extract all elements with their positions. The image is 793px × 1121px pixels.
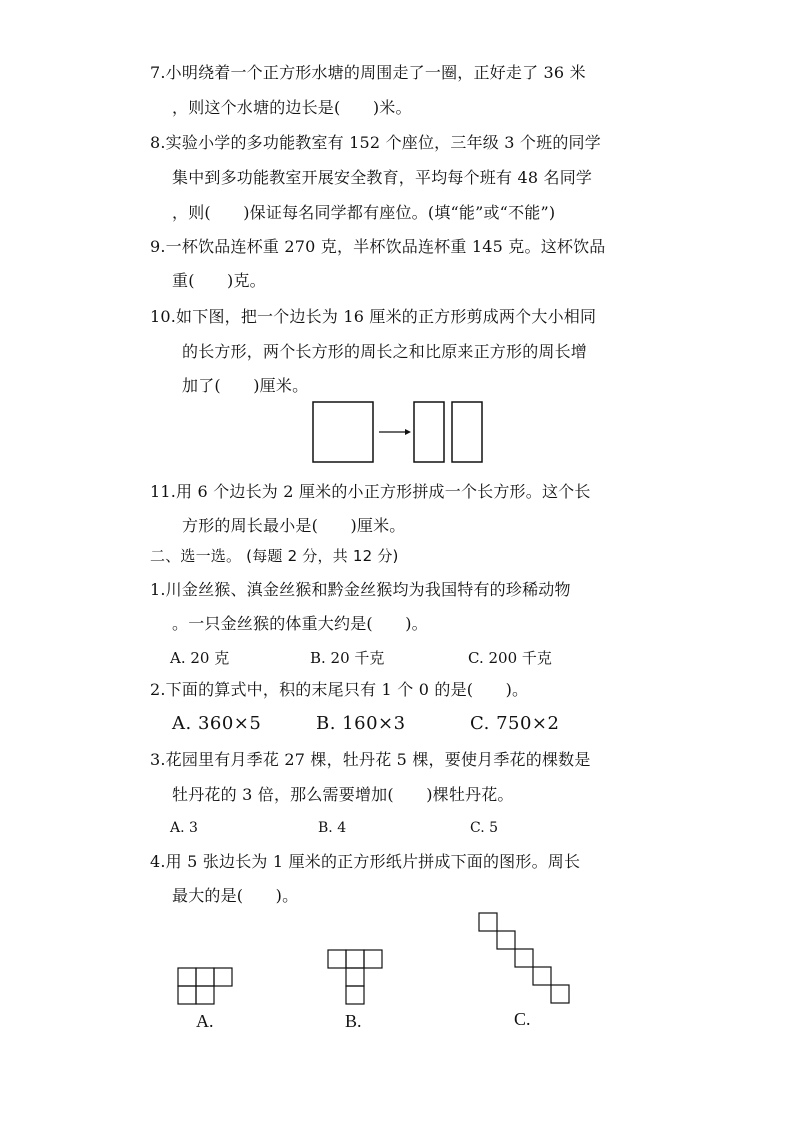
q8-line1: 8.实验小学的多功能教室有 152 个座位，三年级 3 个班的同学 xyxy=(150,133,601,152)
q11-line1: 11.用 6 个边长为 2 厘米的小正方形拼成一个长方形。这个长 xyxy=(150,482,591,501)
s2-q1-line2: 。一只金丝猴的体重大约是( )。 xyxy=(172,614,428,633)
figure-a-square xyxy=(214,968,232,986)
s2-q3-line2: 牡丹花的 3 倍，那么需要增加( )棵牡丹花。 xyxy=(172,785,514,804)
figure-c-square xyxy=(497,931,515,949)
figure-b xyxy=(328,950,382,1004)
figure-a-square xyxy=(178,968,196,986)
q10-square xyxy=(313,402,373,462)
figure-c-square xyxy=(479,913,497,931)
figure-c-square xyxy=(515,949,533,967)
figure-a xyxy=(178,968,232,1004)
s2-q3-option-a: A. 3 xyxy=(170,820,198,836)
s2-q2-line1: 2.下面的算式中，积的末尾只有 1 个 0 的是( )。 xyxy=(150,680,529,699)
q8-line2: 集中到多功能教室开展安全教育，平均每个班有 48 名同学 xyxy=(172,168,593,187)
figure-b-square xyxy=(364,950,382,968)
figure-c-label: C. xyxy=(514,1009,531,1029)
q10-arrow-head xyxy=(405,429,411,435)
s2-q4-line1: 4.用 5 张边长为 1 厘米的正方形纸片拼成下面的图形。周长 xyxy=(150,852,581,871)
figure-a-label: A. xyxy=(196,1011,214,1031)
q8-line3: ，则( )保证每名同学都有座位。(填“能”或“不能”) xyxy=(172,203,556,222)
q7-line2: ，则这个水塘的边长是( )米。 xyxy=(172,98,412,117)
s2-q3-line1: 3.花园里有月季花 27 棵，牡丹花 5 棵，要使月季花的棵数是 xyxy=(150,750,591,769)
s2-q1-option-c: C. 200 千克 xyxy=(468,649,552,667)
figure-b-square xyxy=(328,950,346,968)
q7-line1: 7.小明绕着一个正方形水塘的周围走了一圈，正好走了 36 米 xyxy=(150,63,586,82)
figure-b-label: B. xyxy=(345,1011,362,1031)
figure-a-square xyxy=(178,986,196,1004)
q10-line2: 的长方形，两个长方形的周长之和比原来正方形的周长增 xyxy=(182,342,588,361)
figure-a-square xyxy=(196,968,214,986)
q10-line3: 加了( )厘米。 xyxy=(182,376,309,395)
s2-q2-option-a: A. 360×5 xyxy=(172,713,262,734)
q9-line1: 9.一杯饮品连杯重 270 克，半杯饮品连杯重 145 克。这杯饮品 xyxy=(150,237,606,256)
s2-q1-line1: 1.川金丝猴、滇金丝猴和黔金丝猴均为我国特有的珍稀动物 xyxy=(150,580,571,599)
s2-q1-option-b: B. 20 千克 xyxy=(310,649,385,667)
q9-line2: 重( )克。 xyxy=(172,271,266,290)
s2-q3-option-b: B. 4 xyxy=(318,820,347,836)
s2-q3-option-c: C. 5 xyxy=(470,820,499,836)
s2-q4-line2: 最大的是( )。 xyxy=(172,886,299,905)
figure-b-square xyxy=(346,950,364,968)
figure-a-square xyxy=(196,986,214,1004)
figure-b-square xyxy=(346,968,364,986)
figure-c xyxy=(479,913,569,1003)
q10-rectangle-left xyxy=(414,402,444,462)
q10-rectangle-right xyxy=(452,402,482,462)
s2-q2-option-c: C. 750×2 xyxy=(470,713,560,734)
figure-b-square xyxy=(346,986,364,1004)
q10-line1: 10.如下图，把一个边长为 16 厘米的正方形剪成两个大小相同 xyxy=(150,307,597,326)
figure-c-square xyxy=(533,967,551,985)
section2-heading: 二、选一选。 (每题 2 分，共 12 分) xyxy=(150,547,399,565)
figure-c-square xyxy=(551,985,569,1003)
q11-line2: 方形的周长最小是( )厘米。 xyxy=(182,516,406,535)
s2-q1-option-a: A. 20 克 xyxy=(170,649,230,667)
s2-q2-option-b: B. 160×3 xyxy=(316,713,406,734)
